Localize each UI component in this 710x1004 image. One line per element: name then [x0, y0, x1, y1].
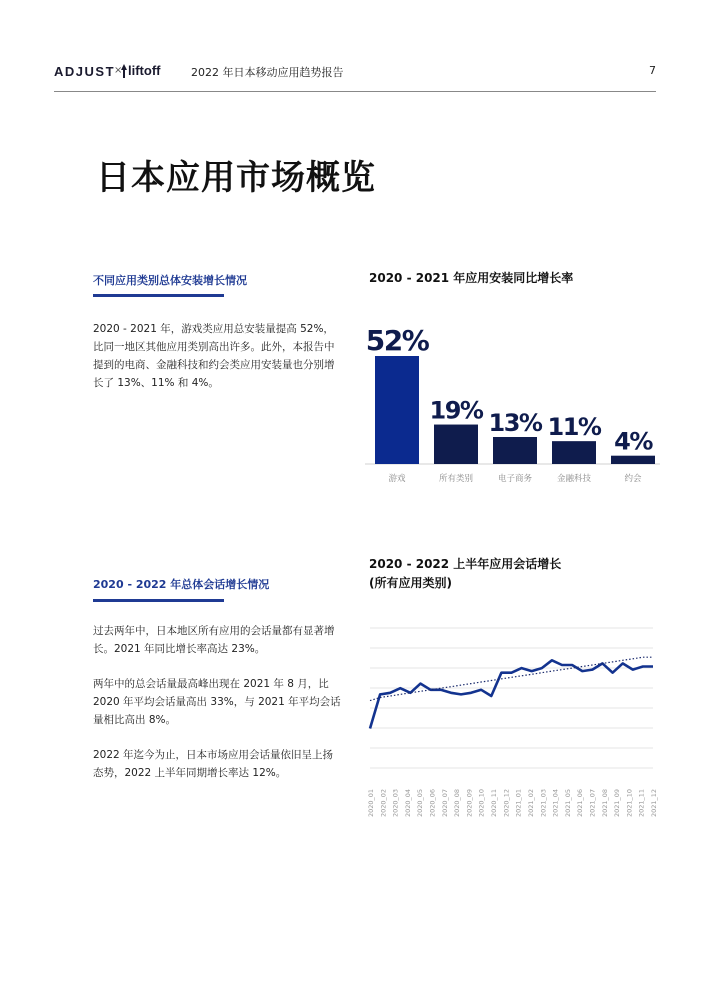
chart-subtitle-sessions: (所有应用类别) [369, 576, 452, 590]
bar-3 [552, 441, 596, 464]
liftoff-logo: liftoff [128, 63, 161, 78]
x-tick-label: 2021_08 [600, 788, 609, 817]
x-tick-label: 2020_09 [465, 788, 474, 817]
x-tick-label: 2021_11 [637, 788, 646, 817]
section-underline [93, 294, 224, 297]
bar-data-label: 11% [547, 413, 601, 442]
chart-title-installs: 2020 - 2021 年应用安装同比增长率 [369, 271, 574, 285]
bar-category-label: 所有类别 [438, 474, 474, 484]
x-tick-label: 2020_07 [440, 788, 449, 817]
x-tick-label: 2020_06 [428, 788, 437, 817]
section-underline [93, 599, 224, 602]
bar-1 [434, 425, 478, 464]
bar-category-label: 电子商务 [497, 474, 533, 484]
liftoff-icon [120, 64, 128, 78]
trend-line [370, 657, 653, 700]
header-divider [54, 91, 656, 92]
x-tick-label: 2021_03 [539, 788, 548, 817]
x-tick-label: 2020_11 [490, 788, 499, 817]
x-tick-label: 2021_01 [514, 788, 523, 817]
bar-data-label: 19% [429, 396, 483, 425]
session-growth-line-chart [365, 615, 660, 820]
bar-4 [611, 456, 655, 464]
x-tick-label: 2020_12 [502, 788, 511, 817]
section-heading-installs: 不同应用类别总体安装增长情况 [93, 274, 247, 287]
bar-category-label: 金融科技 [556, 474, 592, 484]
x-tick-label: 2020_01 [367, 788, 375, 817]
bar-category-label: 约会 [624, 474, 642, 484]
page-header [54, 62, 656, 84]
x-tick-label: 2021_10 [625, 788, 634, 817]
logo-separator: × [114, 65, 123, 76]
install-growth-bar-chart [365, 310, 665, 495]
page-number: 7 [649, 64, 656, 77]
x-tick-label: 2020_04 [403, 788, 412, 817]
bar-data-label: 4% [614, 427, 652, 456]
x-tick-label: 2020_03 [391, 788, 400, 817]
x-tick-label: 2021_02 [526, 788, 535, 817]
bar-2 [493, 437, 537, 464]
x-tick-label: 2021_09 [613, 788, 622, 817]
x-tick-label: 2021_06 [576, 788, 585, 817]
bar-data-label: 13% [488, 409, 542, 437]
section-heading-sessions: 2020 - 2022 年总体会话增长情况 [93, 578, 270, 591]
x-tick-label: 2020_10 [477, 788, 486, 817]
report-title: 2022 年日本移动应用趋势报告 [191, 66, 344, 79]
bar-category-label: 游戏 [388, 474, 406, 484]
section-paragraph: 两年中的总会话量最高峰出现在 2021 年 8 月，比 2020 年平均会话量高出 33%，与 2021 年平均会话量相比高出 8%。 [93, 678, 341, 726]
x-tick-label: 2020_08 [453, 788, 462, 817]
section-paragraph: 过去两年中，日本地区所有应用的会话量都有显著增长。2021 年同比增长率高达 23%。 [93, 625, 335, 655]
x-tick-label: 2020_02 [379, 788, 388, 817]
chart-title-sessions: 2020 - 2022 上半年应用会话增长 [369, 557, 562, 571]
x-tick-label: 2021_12 [650, 788, 658, 817]
adjust-logo: ADJUST [54, 64, 116, 79]
x-tick-label: 2021_07 [588, 788, 597, 817]
x-tick-label: 2020_05 [416, 788, 425, 817]
page-title: 日本应用市场概览 [96, 158, 376, 198]
x-tick-label: 2021_05 [563, 788, 572, 817]
bar-data-label: 52% [365, 324, 429, 357]
section-paragraph: 2020 - 2021 年，游戏类应用总安装量提高 52%，比同一地区其他应用类别高出许多。此外，本报告中提到的电商、金融科技和约会类应用安装量也分别增长了 13%、11% 和 4%。 [93, 323, 335, 389]
x-tick-label: 2021_04 [551, 788, 560, 817]
bar-0 [375, 356, 419, 464]
sessions-line [370, 660, 653, 728]
section-paragraph: 2022 年迄今为止，日本市场应用会话量依旧呈上扬态势，2022 上半年同期增长率达 12%。 [93, 749, 334, 779]
